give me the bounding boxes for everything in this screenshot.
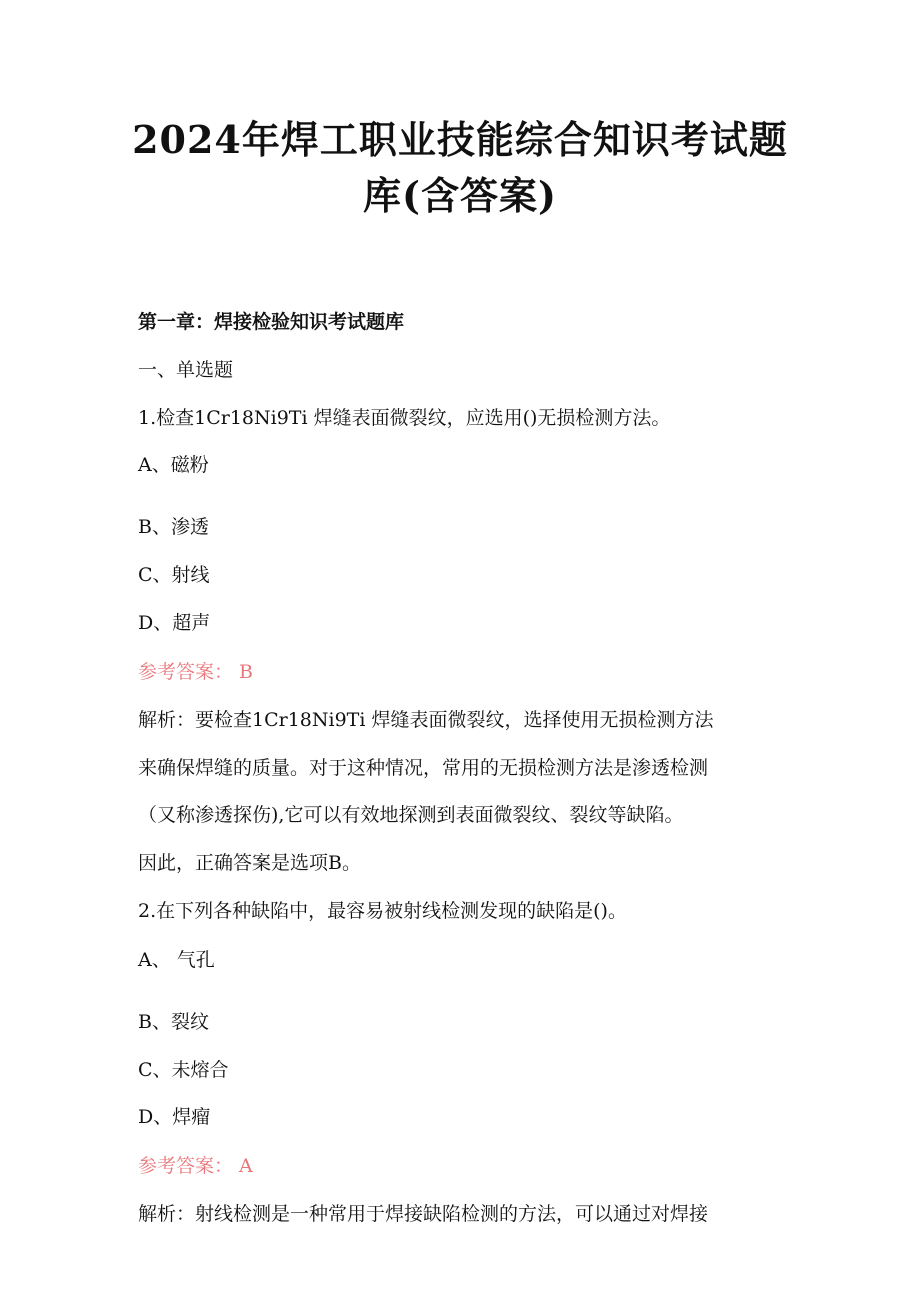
question-1-option-c: C、射线 bbox=[138, 564, 210, 586]
question-2-option-b: B、裂纹 bbox=[138, 1011, 209, 1033]
question-1-analysis-line-3: （又称渗透探伤),它可以有效地探测到表面微裂纹、裂纹等缺陷。 bbox=[138, 804, 684, 826]
document-title-line-2: 库(含答案) bbox=[363, 173, 557, 218]
question-1-answer: 参考答案： B bbox=[138, 661, 254, 683]
question-1-analysis-line-2: 来确保焊缝的质量。对于这种情况，常用的无损检测方法是渗透检测 bbox=[138, 757, 709, 779]
chapter-heading: 第一章：焊接检验知识考试题库 bbox=[138, 311, 405, 333]
question-1-analysis-line-1: 解析：要检查1Cr18Ni9Ti 焊缝表面微裂纹，选择使用无损检测方法 bbox=[138, 709, 714, 731]
section-heading: 一、单选题 bbox=[138, 359, 234, 381]
question-2-answer: 参考答案： A bbox=[138, 1155, 253, 1177]
question-2-option-d: D、焊瘤 bbox=[138, 1106, 211, 1128]
question-1-option-a: A、磁粉 bbox=[138, 454, 209, 476]
question-2-stem: 2.在下列各种缺陷中，最容易被射线检测发现的缺陷是()。 bbox=[138, 900, 627, 922]
question-1-option-d: D、超声 bbox=[138, 612, 211, 634]
question-1-analysis-line-4: 因此，正确答案是选项B。 bbox=[138, 852, 361, 874]
question-2-option-a: A、 气孔 bbox=[138, 949, 215, 971]
question-1-stem: 1.检查1Cr18Ni9Ti 焊缝表面微裂纹，应选用()无损检测方法。 bbox=[138, 407, 671, 429]
document-title-line-1: 2024年焊工职业技能综合知识考试题 bbox=[132, 117, 788, 162]
question-2-analysis-line-1: 解析：射线检测是一种常用于焊接缺陷检测的方法，可以通过对焊接 bbox=[138, 1203, 709, 1225]
question-1-option-b: B、渗透 bbox=[138, 516, 209, 538]
question-2-option-c: C、未熔合 bbox=[138, 1059, 229, 1081]
